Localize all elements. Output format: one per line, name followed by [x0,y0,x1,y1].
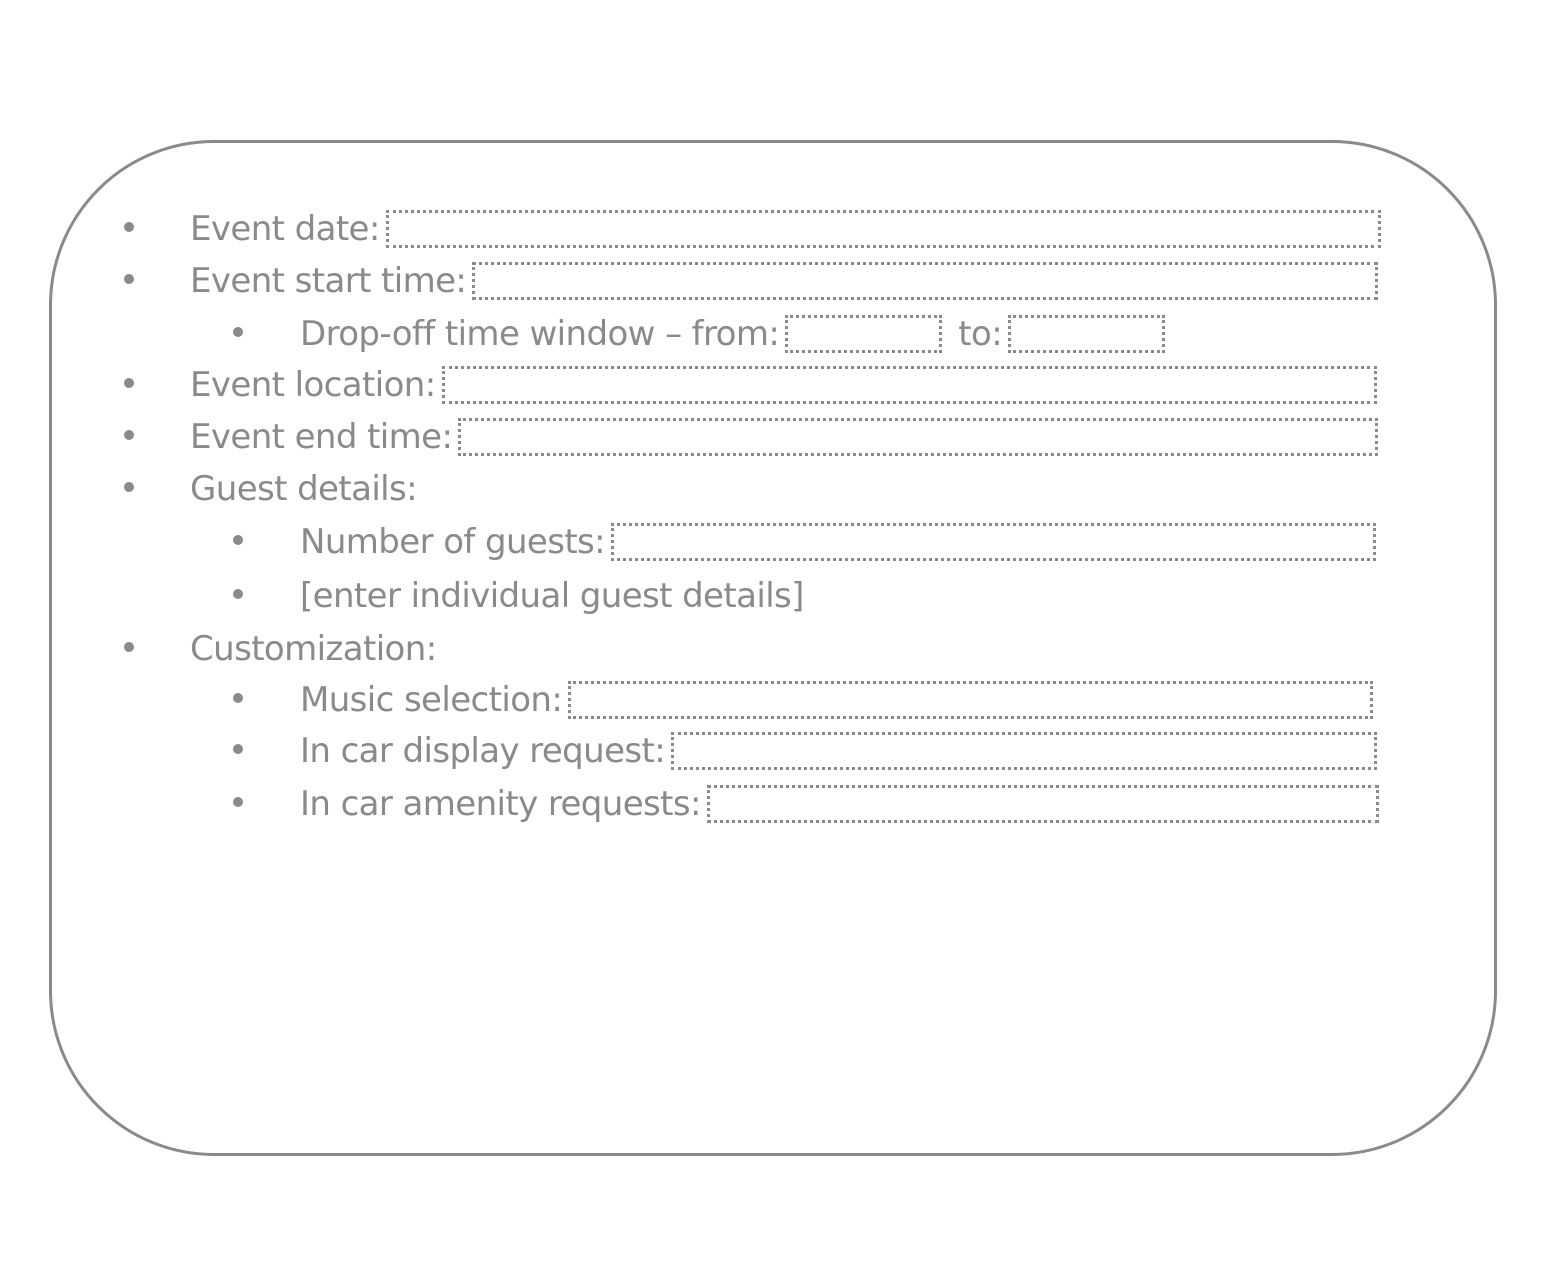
bullet-icon [124,642,134,652]
event-start-time-label: Event start time: [190,261,467,301]
dropoff-to-input[interactable] [1008,315,1165,353]
customization-row [190,626,437,672]
event-start-time-input[interactable] [472,262,1378,300]
number-of-guests-input[interactable] [611,523,1376,561]
customization-label: Customization: [190,629,437,669]
guest-details-row [190,466,417,512]
event-end-time-label: Event end time: [190,417,453,457]
event-location-input[interactable] [442,366,1377,404]
bullet-icon [233,693,243,703]
event-end-time-row [190,414,1378,460]
event-end-time-input[interactable] [458,418,1378,456]
in-car-display-label: In car display request: [300,731,666,771]
music-selection-input[interactable] [568,681,1373,719]
event-start-time-row [190,258,1378,304]
music-selection-label: Music selection: [300,680,563,720]
in-car-amenity-row [300,781,1379,827]
individual-guest-details-text[interactable]: [enter individual guest details] [300,576,804,616]
in-car-amenity-input[interactable] [707,785,1379,823]
bullet-icon [233,535,243,545]
event-location-row [190,362,1377,408]
in-car-display-row [300,728,1377,774]
event-date-row [190,206,1381,252]
individual-guest-details-row[interactable] [300,573,804,619]
music-selection-row [300,677,1373,723]
dropoff-from-input[interactable] [785,315,942,353]
bullet-icon [124,378,134,388]
bullet-icon [233,744,243,754]
bullet-icon [233,327,243,337]
bullet-icon [124,274,134,284]
event-date-label: Event date: [190,209,380,249]
bullet-icon [124,482,134,492]
bullet-icon [233,797,243,807]
number-of-guests-label: Number of guests: [300,522,606,562]
event-date-input[interactable] [386,210,1381,248]
in-car-display-input[interactable] [671,732,1377,770]
dropoff-to-label: to: [958,314,1003,354]
bullet-icon [233,589,243,599]
dropoff-window-row [300,311,1165,357]
bullet-icon [124,430,134,440]
guest-details-label: Guest details: [190,469,417,509]
dropoff-from-label: Drop-off time window – from: [300,314,780,354]
event-location-label: Event location: [190,365,436,405]
number-of-guests-row [300,519,1376,565]
in-car-amenity-label: In car amenity requests: [300,784,701,824]
bullet-icon [124,222,134,232]
